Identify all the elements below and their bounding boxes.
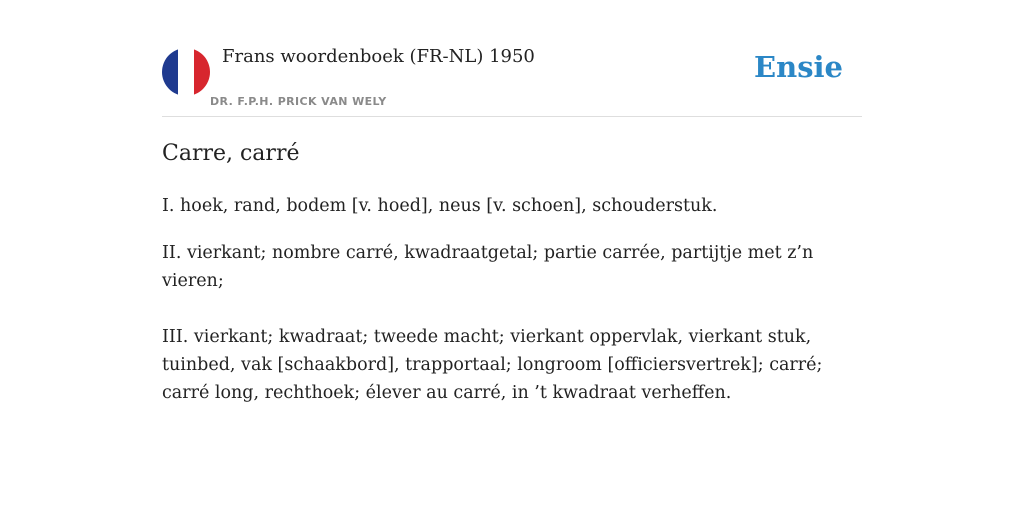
brand-logo[interactable]: Ensie — [754, 50, 843, 84]
flag-stripe-white — [178, 48, 194, 96]
france-flag-icon — [162, 48, 210, 96]
flag-stripe-red — [194, 48, 210, 96]
meaning-2: II. vierkant; nombre carré, kwadraatgetal; partie carrée, partijtje met z’n vieren; — [162, 243, 814, 291]
meaning-1: I. hoek, rand, bodem [v. hoed], neus [v. schoen], schouderstuk. — [162, 196, 718, 216]
flag-stripe-blue — [162, 48, 178, 96]
entry-content — [162, 138, 862, 407]
header — [162, 44, 862, 117]
book-author: DR. F.P.H. PRICK VAN WELY — [210, 95, 387, 108]
book-title[interactable]: Frans woordenboek (FR-NL) 1950 — [222, 46, 535, 67]
entry-title: Carre, carré — [162, 141, 300, 166]
meaning-3: III. vierkant; kwadraat; tweede macht; vierkant oppervlak, vierkant stuk, tuinbed, vak [schaakbord], trapportaal; longroom [officiersvertrek]; carré; carré long, rechthoek; élever au carré, in ’t kwadraat verheffen. — [162, 327, 823, 403]
